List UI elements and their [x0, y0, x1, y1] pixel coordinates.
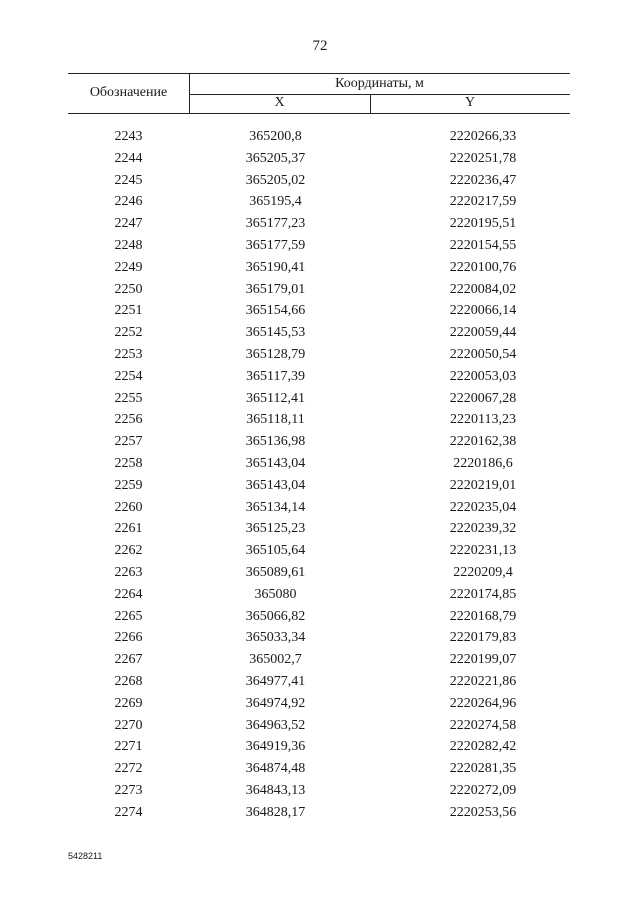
row-x: 365205,02 [245, 172, 306, 188]
table-row [68, 758, 570, 780]
row-id: 2272 [114, 761, 143, 777]
row-id: 2270 [114, 717, 143, 733]
table-header [68, 73, 570, 114]
row-x: 365143,04 [245, 477, 306, 493]
row-id: 2246 [114, 194, 143, 210]
row-x: 364874,48 [245, 761, 306, 777]
row-id: 2257 [114, 434, 143, 450]
table-row [68, 300, 570, 322]
header-y: Y [464, 95, 476, 110]
row-id: 2247 [114, 216, 143, 232]
table-row [68, 322, 570, 344]
row-y: 2220053,03 [449, 368, 517, 384]
row-x: 365195,4 [249, 194, 302, 210]
row-y: 2220281,35 [449, 761, 517, 777]
row-x: 365179,01 [245, 281, 306, 297]
header-name: Обозначение [89, 85, 168, 100]
row-x: 365154,66 [245, 303, 306, 319]
row-x: 365177,23 [245, 216, 306, 232]
row-y: 2220186,6 [453, 455, 513, 471]
table-row [68, 431, 570, 453]
row-id: 2254 [114, 368, 143, 384]
table-row [68, 126, 570, 148]
table-row [68, 409, 570, 431]
table-row [68, 671, 570, 693]
table-row [68, 562, 570, 584]
row-y: 2220219,01 [449, 477, 517, 493]
row-y: 2220113,23 [450, 412, 516, 428]
row-x: 364828,17 [245, 804, 306, 820]
row-y: 2220231,13 [449, 543, 517, 559]
row-id: 2258 [114, 455, 143, 471]
row-x: 365190,41 [245, 259, 306, 275]
row-x: 364977,41 [245, 673, 306, 689]
row-y: 2220168,79 [449, 608, 517, 624]
row-y: 2220084,02 [449, 281, 517, 297]
row-id: 2273 [114, 782, 143, 798]
table-row [68, 213, 570, 235]
table-body [68, 126, 570, 824]
row-y: 2220059,44 [449, 325, 517, 341]
row-id: 2266 [114, 630, 143, 646]
row-id: 2269 [114, 695, 143, 711]
row-y: 2220162,38 [449, 434, 517, 450]
row-y: 2220174,85 [449, 586, 517, 602]
row-x: 365143,04 [245, 455, 306, 471]
row-id: 2252 [114, 325, 143, 341]
row-x: 365002,7 [249, 652, 302, 668]
header-x: X [274, 95, 285, 110]
row-y: 2220221,86 [449, 673, 517, 689]
row-x: 364919,36 [245, 739, 306, 755]
row-id: 2253 [114, 346, 143, 362]
row-id: 2274 [114, 804, 143, 820]
table-row [68, 497, 570, 519]
table-row [68, 649, 570, 671]
table-row [68, 453, 570, 475]
row-id: 2271 [114, 739, 143, 755]
row-x: 365112,41 [246, 390, 305, 406]
row-y: 2220266,33 [449, 129, 517, 144]
row-x: 365145,53 [245, 325, 306, 341]
row-x: 365033,34 [245, 630, 306, 646]
row-x: 364974,92 [245, 695, 306, 711]
row-id: 2249 [114, 259, 143, 275]
table-row [68, 148, 570, 170]
row-x: 365205,37 [245, 150, 306, 166]
row-y: 2220274,58 [449, 717, 517, 733]
table-row [68, 257, 570, 279]
row-y: 2220272,09 [449, 782, 517, 798]
table-row [68, 802, 570, 824]
row-y: 2220209,4 [453, 564, 513, 580]
row-id: 2250 [114, 281, 143, 297]
row-x: 365089,61 [245, 564, 306, 580]
row-y: 2220239,32 [449, 521, 517, 537]
table-row [68, 693, 570, 715]
row-x: 365066,82 [245, 608, 306, 624]
row-id: 2262 [114, 543, 143, 559]
row-y: 2220154,55 [449, 237, 517, 253]
table-row [68, 584, 570, 606]
row-x: 365080 [254, 586, 297, 602]
footer-code: 5428211 [68, 851, 103, 861]
row-id: 2261 [114, 521, 143, 537]
row-x: 365105,64 [245, 543, 306, 559]
row-y: 2220067,28 [449, 390, 517, 406]
row-id: 2264 [114, 586, 143, 602]
table-row [68, 170, 570, 192]
table-row [68, 780, 570, 802]
row-y: 2220251,78 [449, 150, 517, 166]
table-row [68, 627, 570, 649]
row-y: 2220253,56 [449, 804, 517, 820]
row-id: 2244 [114, 150, 143, 166]
row-y: 2220066,14 [449, 303, 517, 319]
row-x: 365125,23 [245, 521, 306, 537]
row-y: 2220236,47 [449, 172, 517, 188]
row-id: 2243 [114, 129, 143, 144]
table-row [68, 540, 570, 562]
row-y: 2220100,76 [449, 259, 517, 275]
row-y: 2220217,59 [449, 194, 517, 210]
row-y: 2220282,42 [449, 739, 517, 755]
table-row [68, 715, 570, 737]
row-x: 365118,11 [246, 412, 305, 428]
row-id: 2256 [114, 412, 143, 428]
row-x: 365128,79 [245, 346, 306, 362]
table-row [68, 388, 570, 410]
row-id: 2248 [114, 237, 143, 253]
row-y: 2220195,51 [449, 216, 517, 232]
row-id: 2268 [114, 673, 143, 689]
row-y: 2220050,54 [449, 346, 517, 362]
row-y: 2220264,96 [449, 695, 517, 711]
row-x: 365134,14 [245, 499, 306, 515]
row-y: 2220235,04 [449, 499, 517, 515]
row-id: 2255 [114, 390, 143, 406]
row-id: 2245 [114, 172, 143, 188]
row-id: 2259 [114, 477, 143, 493]
row-y: 2220179,83 [449, 630, 517, 646]
row-x: 364843,13 [245, 782, 306, 798]
row-x: 364963,52 [245, 717, 306, 733]
row-id: 2263 [114, 564, 143, 580]
table-row [68, 736, 570, 758]
row-id: 2251 [114, 303, 143, 319]
row-x: 365117,39 [246, 368, 305, 384]
table-row [68, 366, 570, 388]
table-row [68, 191, 570, 213]
table-row [68, 279, 570, 301]
table-row [68, 344, 570, 366]
row-x: 365177,59 [245, 237, 306, 253]
row-id: 2265 [114, 608, 143, 624]
table-row [68, 475, 570, 497]
table-row [68, 235, 570, 257]
header-coords: Координаты, м [335, 76, 424, 91]
row-y: 2220199,07 [449, 652, 517, 668]
row-x: 365200,8 [249, 129, 302, 144]
row-id: 2267 [114, 652, 143, 668]
table-row [68, 606, 570, 628]
page-number: 72 [312, 38, 328, 54]
row-id: 2260 [114, 499, 143, 515]
table-row [68, 518, 570, 540]
row-x: 365136,98 [245, 434, 306, 450]
